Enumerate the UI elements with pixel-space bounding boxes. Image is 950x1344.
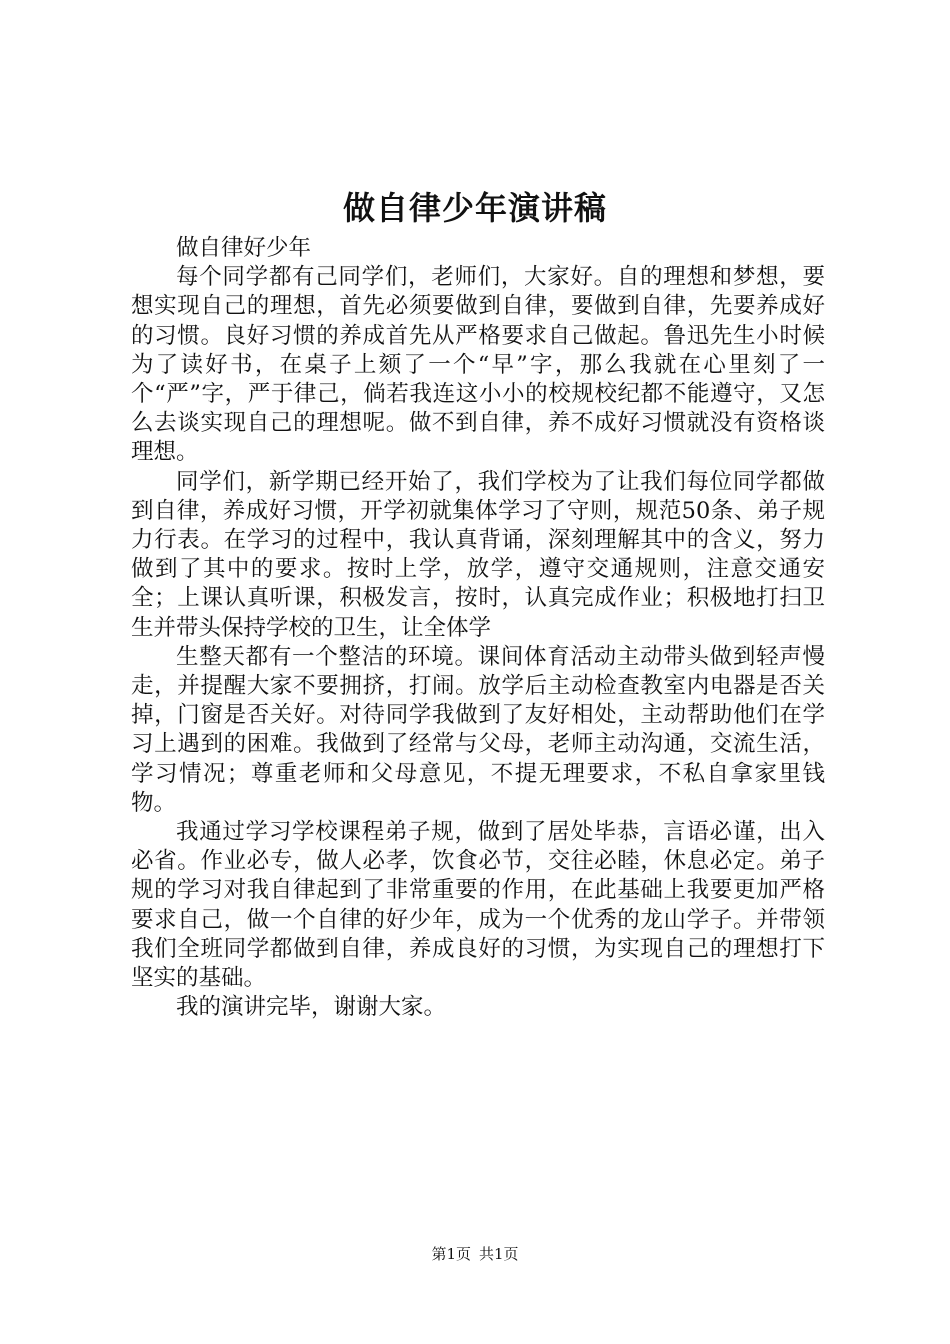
page-number: 第1页	[431, 1245, 471, 1263]
page-footer	[0, 1243, 950, 1265]
body-paragraph: 同学们，新学期已经开始了，我们学校为了让我们每位同学都做到自律，养成好习惯，开学初就集体学习了守则，规范50条、弟子规力行表。在学习的过程中，我认真背诵，深刻理解其中的含义，努力做到了其中的要求。按时上学，放学，遵守交通规则，注意交通安全；上课认真听课，积极发言，按时，认真完成作业；积极地打扫卫生并带头保持学校的卫生，让全体学	[131, 468, 825, 641]
body-paragraph: 生整天都有一个整洁的环境。课间体育活动主动带头做到轻声慢走，并提醒大家不要拥挤，打闹。放学后主动检查教室内电器是否关掉，门窗是否关好。对待同学我做到了友好相处，主动帮助他们在学习上遇到的困难。我做到了经常与父母，老师主动沟通，交流生活，学习情况；尊重老师和父母意见，不提无理要求，不私自拿家里钱物。	[131, 643, 825, 816]
subtitle-paragraph: 做自律好少年	[176, 235, 312, 261]
body-paragraph: 我通过学习学校课程弟子规，做到了居处毕恭，言语必谨，出入必省。作业必专，做人必孝，饮食必节，交往必睦，休息必定。弟子规的学习对我自律起到了非常重要的作用，在此基础上我要更加严格要求自己，做一个自律的好少年，成为一个优秀的龙山学子。并带领我们全班同学都做到自律，养成良好的习惯，为实现自己的理想打下坚实的基础。	[131, 819, 825, 992]
page-total: 共1页	[479, 1245, 519, 1263]
document-body	[131, 234, 825, 1022]
closing-paragraph: 我的演讲完毕，谢谢大家。	[176, 994, 447, 1021]
document-title: 做自律少年演讲稿	[342, 189, 607, 227]
body-paragraph: 每个同学都有己同学们，老师们，大家好。自的理想和梦想，要想实现自己的理想，首先必须要做到自律，要做到自律，先要养成好的习惯。良好习惯的养成首先从严格要求自己做起。鲁迅先生小时候为了读好书，在桌子上颏了一个“早”字，那么我就在心里刻了一个“严”字，严于律己，倘若我连这小小的校规校纪都不能遵守，又怎么去谈实现自己的理想呢。做不到自律，养不成好习惯就没有资格谈理想。	[131, 264, 825, 466]
